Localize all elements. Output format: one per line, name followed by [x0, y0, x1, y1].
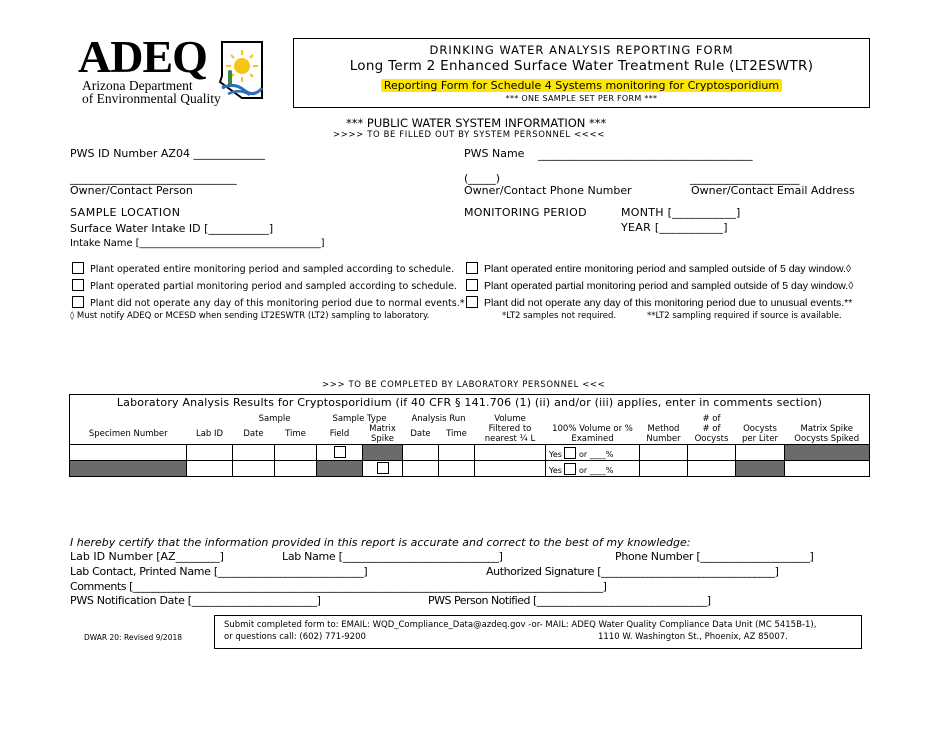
- submit-instructions: [214, 615, 862, 649]
- col-sample-date: Date: [233, 424, 275, 445]
- cell-sample-time[interactable]: [275, 461, 317, 477]
- col-analysis-run: Analysis Run: [411, 414, 466, 424]
- cell-lab-id[interactable]: [187, 461, 233, 477]
- cell-matrix-spike-disabled: [363, 445, 403, 461]
- col-oocysts-liter-1: # of: [702, 414, 721, 424]
- lab-results-table: [69, 394, 870, 477]
- yes-checkbox[interactable]: [564, 447, 576, 459]
- col-volume: Filtered to nearest ¼ L: [475, 424, 546, 445]
- authorized-signature-field[interactable]: Authorized Signature [__________________________________]: [486, 565, 779, 578]
- year-field[interactable]: YEAR [___________]: [621, 221, 728, 234]
- logo-line2: of Environmental Quality: [82, 91, 221, 106]
- owner-contact-label: Owner/Contact Person: [70, 184, 193, 197]
- form-title: DRINKING WATER ANALYSIS REPORTING FORM: [429, 43, 734, 57]
- pws-name-label: PWS Name: [464, 147, 525, 160]
- logo-abbr: ADEQ: [78, 31, 207, 82]
- cell-sample-date[interactable]: [233, 445, 275, 461]
- cell-percent[interactable]: Yes or ____%: [546, 461, 640, 477]
- col-lab-id: Lab ID: [187, 424, 233, 445]
- pws-id-field[interactable]: PWS ID Number AZ04 _____________: [70, 147, 265, 160]
- cell-run-time[interactable]: [439, 445, 475, 461]
- pws-name-field[interactable]: __________________________________________: [538, 148, 753, 161]
- cell-oocysts[interactable]: [688, 445, 736, 461]
- pws-notification-date-field[interactable]: PWS Notification Date [________________________]: [70, 594, 321, 607]
- note-required: **LT2 sampling required if source is available.: [647, 311, 842, 321]
- owner-phone-field[interactable]: (_____): [464, 172, 501, 185]
- cell-run-date[interactable]: [403, 461, 439, 477]
- owner-contact-field[interactable]: ________________________________: [70, 172, 237, 185]
- col-percent-examined: 100% Volume or % Examined: [546, 424, 640, 445]
- cell-method[interactable]: [640, 461, 688, 477]
- cell-run-date[interactable]: [403, 445, 439, 461]
- cell-matrix-spike-oocysts[interactable]: [785, 461, 870, 477]
- checkbox-icon[interactable]: [466, 279, 478, 291]
- col-method-number: Method Number: [640, 424, 688, 445]
- col-sample-type: Sample Type: [332, 414, 387, 424]
- col-oocysts: # of Oocysts: [688, 424, 736, 445]
- schedule-highlight: Reporting Form for Schedule 4 Systems monitoring for Cryptosporidium: [381, 79, 782, 92]
- checkbox-entire-outside[interactable]: Plant operated entire monitoring period and sampled outside of 5 day window.◊: [466, 262, 851, 275]
- form-header: [293, 38, 870, 108]
- lab-contact-field[interactable]: Lab Contact, Printed Name [____________________________]: [70, 565, 368, 578]
- submit-line2b: 1110 W. Washington St., Phoenix, AZ 85007.: [598, 632, 788, 642]
- logo-emblem-icon: [216, 40, 268, 102]
- col-matrix-spike: Matrix Spike: [363, 424, 403, 445]
- note-notify: ◊ Must notify ADEQ or MCESD when sending LT2ESWTR (LT2) sampling to laboratory.: [70, 311, 430, 321]
- field-checkbox[interactable]: [334, 446, 346, 458]
- col-specimen: Specimen Number: [70, 424, 187, 445]
- cell-oocysts-liter-disabled: [736, 461, 785, 477]
- pws-heading: *** PUBLIC WATER SYSTEM INFORMATION ***: [346, 116, 607, 130]
- sample-location-heading: SAMPLE LOCATION: [70, 206, 181, 219]
- cell-percent[interactable]: Yes or ____%: [546, 445, 640, 461]
- lab-heading: >>> TO BE COMPLETED BY LABORATORY PERSONNEL <<<: [322, 380, 606, 390]
- matrix-spike-checkbox[interactable]: [377, 462, 389, 474]
- revision-note: DWAR 20: Revised 9/2018: [84, 633, 183, 642]
- checkbox-icon[interactable]: [466, 296, 478, 308]
- cell-sample-date[interactable]: [233, 461, 275, 477]
- pws-person-notified-field[interactable]: PWS Person Notified [__________________________________]: [428, 594, 711, 607]
- col-matrix-spike-oocysts: Matrix Spike Oocysts Spiked: [785, 424, 870, 445]
- month-field[interactable]: MONTH [___________]: [621, 206, 741, 219]
- col-sample-time: Time: [275, 424, 317, 445]
- adeq-logo: [78, 31, 278, 108]
- lab-table-title: Laboratory Analysis Results for Cryptosporidium (if 40 CFR § 141.706 (1) (ii) and/or (iii) applies, enter in comments section): [70, 395, 870, 410]
- rule-title: Long Term 2 Enhanced Surface Water Treatment Rule (LT2ESWTR): [349, 58, 814, 74]
- col-run-date: Date: [403, 424, 439, 445]
- cell-matrix-spike-oocysts-disabled: [785, 445, 870, 461]
- checkbox-icon[interactable]: [72, 279, 84, 291]
- logo-line1: Arizona Department: [82, 78, 193, 93]
- pws-subheading: >>>> TO BE FILLED OUT BY SYSTEM PERSONNEL <<<<: [333, 130, 605, 140]
- col-sample: Sample: [258, 414, 291, 424]
- col-run-time: Time: [439, 424, 475, 445]
- lab-name-field[interactable]: Lab Name [______________________________]: [282, 550, 503, 563]
- certify-statement: I hereby certify that the information provided in this report is accurate and correct to the best of my knowledge:: [70, 536, 691, 549]
- cell-field-disabled: [317, 461, 363, 477]
- submit-line2a: or questions call: (602) 771-9200: [224, 632, 366, 642]
- cell-oocysts-liter[interactable]: [736, 445, 785, 461]
- monitoring-period-heading: MONITORING PERIOD: [464, 206, 587, 219]
- cell-sample-time[interactable]: [275, 445, 317, 461]
- cell-matrix-spike[interactable]: [363, 461, 403, 477]
- col-oocysts-per-liter: Oocysts per Liter: [736, 424, 785, 445]
- table-row: [70, 461, 870, 477]
- note-not-required: *LT2 samples not required.: [502, 311, 617, 321]
- checkbox-icon[interactable]: [466, 262, 478, 274]
- cell-lab-id[interactable]: [187, 445, 233, 461]
- lab-id-number-field[interactable]: Lab ID Number [AZ________]: [70, 550, 224, 563]
- cell-run-time[interactable]: [439, 461, 475, 477]
- cell-specimen[interactable]: [70, 445, 187, 461]
- checkbox-icon[interactable]: [72, 262, 84, 274]
- checkbox-partial-schedule[interactable]: Plant operated partial monitoring period and sampled according to schedule.: [72, 279, 457, 292]
- one-sample-note: *** ONE SAMPLE SET PER FORM ***: [505, 94, 658, 103]
- checkbox-normal-events[interactable]: Plant did not operate any day of this monitoring period due to normal events.*: [72, 296, 465, 309]
- checkbox-unusual-events[interactable]: Plant did not operate any day of this monitoring period due to unusual events.**: [466, 296, 852, 309]
- yes-checkbox[interactable]: [564, 463, 576, 475]
- owner-email-label: Owner/Contact Email Address: [691, 184, 855, 197]
- owner-phone-label: Owner/Contact Phone Number: [464, 184, 632, 197]
- submit-line1: Submit completed form to: EMAIL: WQD_Compliance_Data@azdeq.gov -or- MAIL: ADEQ Water Quality Compliance Data Unit (MC 5415B-1),: [224, 620, 817, 630]
- table-row: [70, 445, 870, 461]
- lab-phone-field[interactable]: Phone Number [_____________________]: [615, 550, 814, 563]
- owner-email-field[interactable]: _____________________: [690, 172, 800, 185]
- cell-specimen-disabled: [70, 461, 187, 477]
- intake-name-field[interactable]: Intake Name [_____________________________________]: [70, 238, 325, 249]
- col-field: Field: [317, 424, 363, 445]
- checkbox-icon[interactable]: [72, 296, 84, 308]
- cell-oocysts[interactable]: [688, 461, 736, 477]
- intake-id-field[interactable]: Surface Water Intake ID [___________]: [70, 222, 274, 235]
- col-volume-1: Volume: [494, 414, 526, 424]
- cell-method[interactable]: [640, 445, 688, 461]
- cell-volume[interactable]: [475, 445, 546, 461]
- comments-field[interactable]: Comments [_____________________________________________________________________________________________]: [70, 580, 607, 593]
- checkbox-entire-schedule[interactable]: Plant operated entire monitoring period and sampled according to schedule.: [72, 262, 454, 275]
- cell-volume[interactable]: [475, 461, 546, 477]
- cell-field[interactable]: [317, 445, 363, 461]
- checkbox-partial-outside[interactable]: Plant operated partial monitoring period and sampled outside of 5 day window.◊: [466, 279, 853, 292]
